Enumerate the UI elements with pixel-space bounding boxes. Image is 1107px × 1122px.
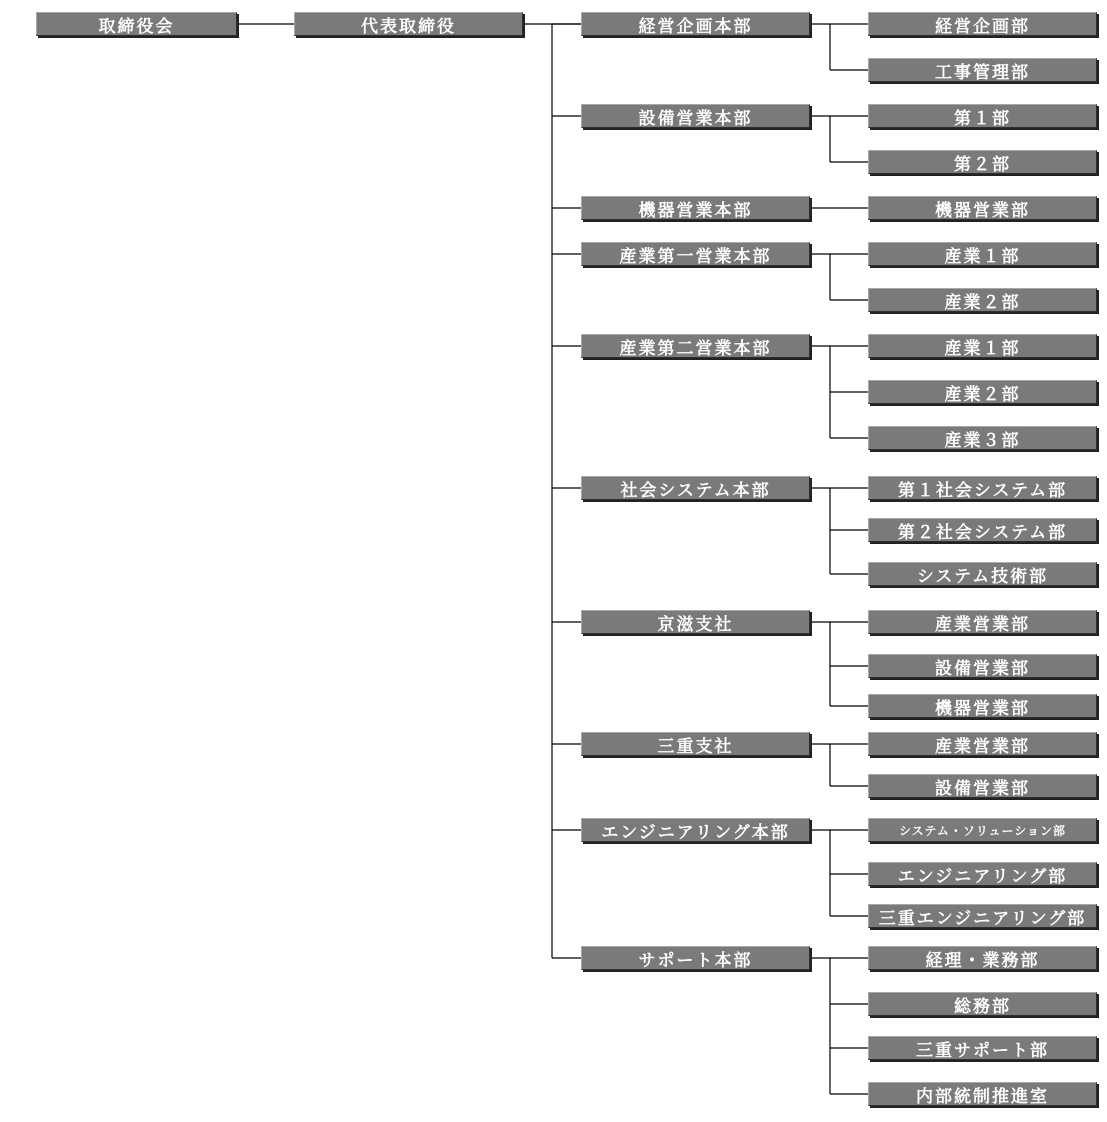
department-box: システム・ソリューション部: [868, 818, 1097, 842]
department-box: 内部統制推進室: [868, 1082, 1097, 1106]
department-box: エンジニアリング部: [868, 862, 1097, 886]
ceo-box: 代表取締役: [294, 12, 523, 36]
division-box: 産業第一営業本部: [581, 242, 810, 266]
department-box: 産業営業部: [868, 732, 1097, 756]
department-box: 産業営業部: [868, 610, 1097, 634]
division-box: 社会システム本部: [581, 476, 810, 500]
division-box: 京滋支社: [581, 610, 810, 634]
department-box: 産業２部: [868, 380, 1097, 404]
division-box: エンジニアリング本部: [581, 818, 810, 842]
department-box: 第２社会システム部: [868, 518, 1097, 542]
department-box: 第１部: [868, 104, 1097, 128]
board-box: 取締役会: [36, 12, 237, 36]
department-box: システム技術部: [868, 562, 1097, 586]
department-box: 産業１部: [868, 334, 1097, 358]
department-box: 産業２部: [868, 288, 1097, 312]
department-box: 設備営業部: [868, 654, 1097, 678]
department-box: 総務部: [868, 992, 1097, 1016]
department-box: 設備営業部: [868, 774, 1097, 798]
department-box: 産業３部: [868, 426, 1097, 450]
department-box: 機器営業部: [868, 694, 1097, 718]
department-box: 経理・業務部: [868, 946, 1097, 970]
department-box: 経営企画部: [868, 12, 1097, 36]
division-box: 産業第二営業本部: [581, 334, 810, 358]
department-box: 産業１部: [868, 242, 1097, 266]
department-box: 機器営業部: [868, 196, 1097, 220]
division-box: 設備営業本部: [581, 104, 810, 128]
division-box: 経営企画本部: [581, 12, 810, 36]
division-box: サポート本部: [581, 946, 810, 970]
division-box: 機器営業本部: [581, 196, 810, 220]
department-box: 第１社会システム部: [868, 476, 1097, 500]
department-box: 三重サポート部: [868, 1036, 1097, 1060]
division-box: 三重支社: [581, 732, 810, 756]
department-box: 第２部: [868, 150, 1097, 174]
department-box: 三重エンジニアリング部: [868, 904, 1097, 928]
department-box: 工事管理部: [868, 58, 1097, 82]
